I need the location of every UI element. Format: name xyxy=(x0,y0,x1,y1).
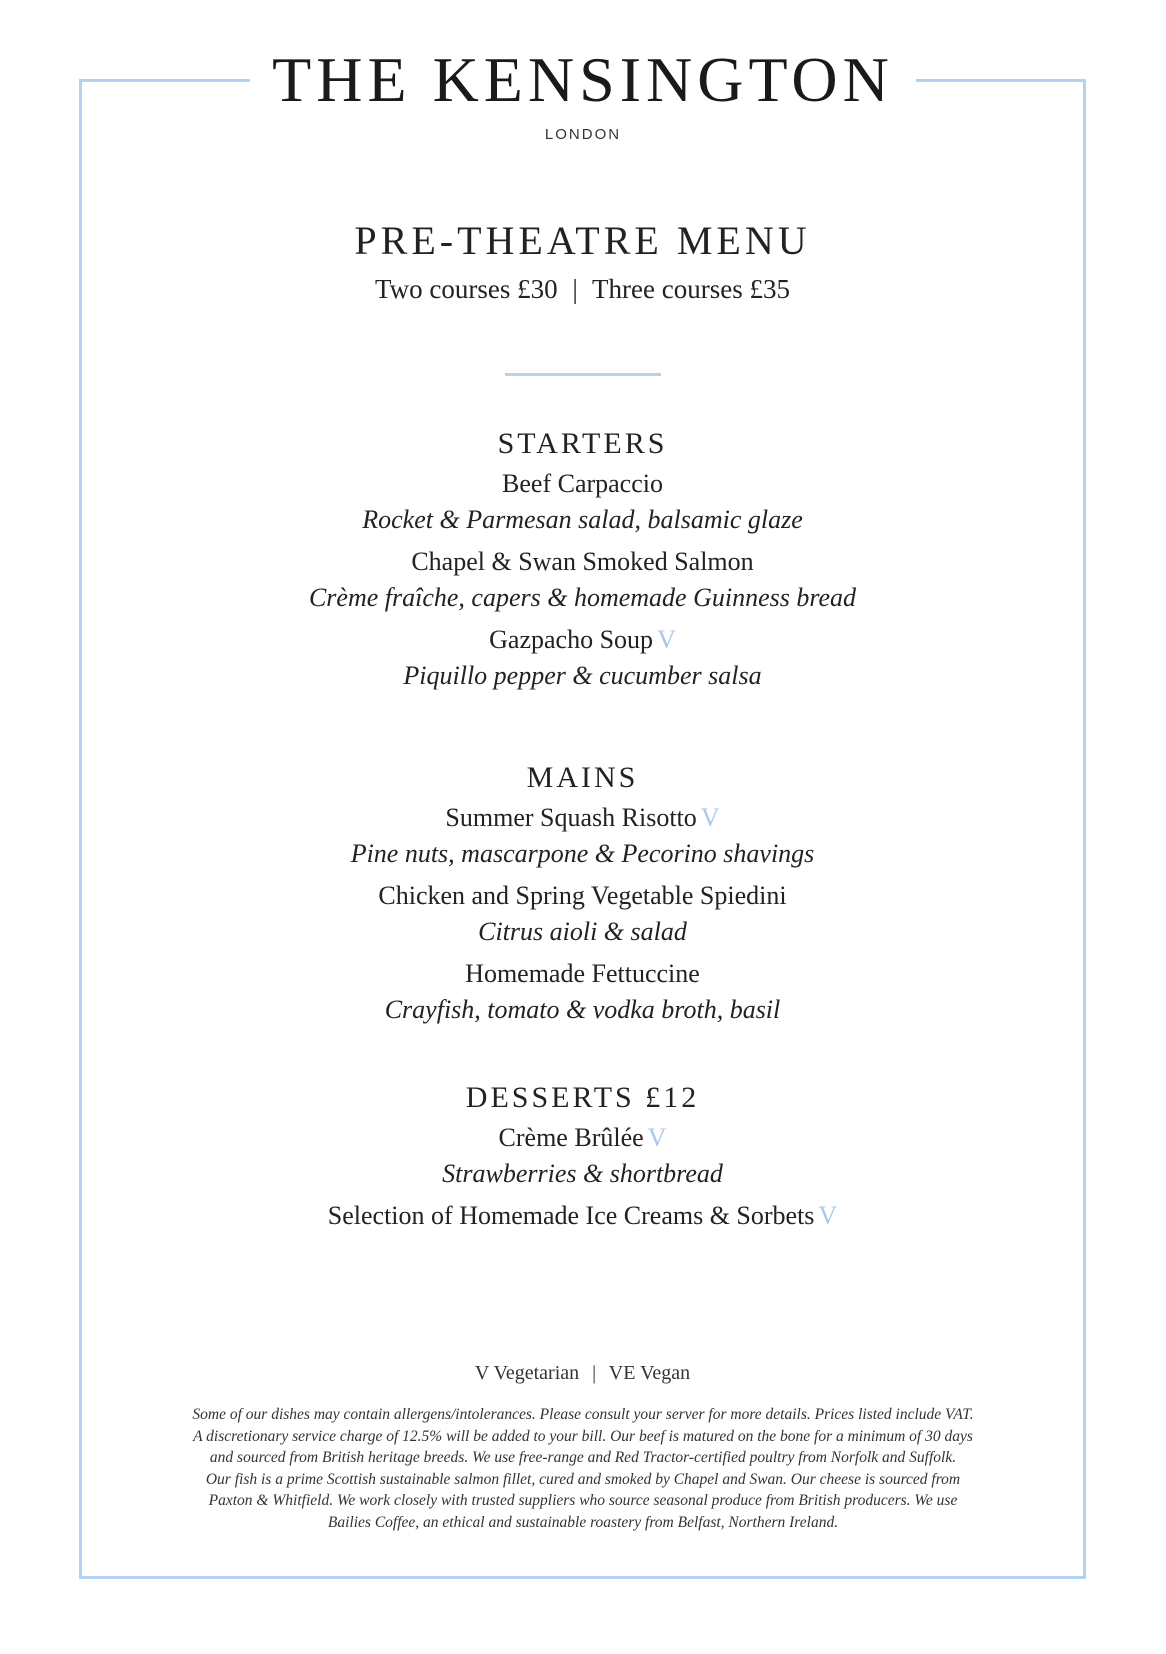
menu-item xyxy=(79,1120,1086,1192)
dish-description: Crème fraîche, capers & homemade Guinness bread xyxy=(308,583,857,612)
dish-name-row xyxy=(79,800,1086,836)
dish-description: Pine nuts, mascarpone & Pecorino shavings xyxy=(350,839,815,868)
title-divider xyxy=(505,373,661,376)
dietary-legend xyxy=(79,1362,1086,1385)
note-line: A discretionary service charge of 12.5% will be added to your bill. Our beef is matured on the bone for a minimum of 30 days xyxy=(193,1427,973,1445)
note-line: Some of our dishes may contain allergens/intolerances. Please consult your server for more details. Prices listed include VAT. xyxy=(192,1406,974,1423)
menu-item xyxy=(79,622,1086,694)
dish-name-row xyxy=(79,1120,1086,1156)
dish-name: Gazpacho Soup xyxy=(489,625,654,654)
dish-name: Homemade Fettuccine xyxy=(465,959,700,988)
menu-item xyxy=(79,466,1086,538)
legend-vegan: VE Vegan xyxy=(608,1362,691,1384)
vegetarian-mark: V xyxy=(700,803,720,832)
dish-name: Crème Brûlée xyxy=(498,1123,644,1152)
section-title-desserts: DESSERTS £12 xyxy=(465,1081,700,1114)
vegetarian-mark: V xyxy=(818,1201,838,1230)
legend-vegetarian: V Vegetarian xyxy=(474,1362,580,1384)
menu-item xyxy=(79,1198,1086,1234)
dish-description: Citrus aioli & salad xyxy=(478,917,687,946)
dish-description: Piquillo pepper & cucumber salsa xyxy=(403,661,762,690)
dish-name-row xyxy=(79,1198,1086,1234)
menu-title: PRE-THEATRE MENU xyxy=(354,218,811,263)
note-line: Paxton & Whitfield. We work closely with trusted suppliers who source seasonal produce from British producers. We use xyxy=(208,1492,958,1509)
section-title-starters: STARTERS xyxy=(497,427,668,460)
dish-description: Crayfish, tomato & vodka broth, basil xyxy=(384,995,781,1024)
menu-item xyxy=(79,544,1086,616)
dish-name: Beef Carpaccio xyxy=(502,469,663,498)
vegetarian-mark: V xyxy=(657,625,676,654)
menu-item xyxy=(79,956,1086,1028)
note-line: and sourced from British heritage breeds. We use free-range and Red Tractor-certified poultry from Norfolk and Suffolk. xyxy=(209,1449,957,1466)
menu-item xyxy=(79,800,1086,872)
mains-section xyxy=(79,758,1086,1034)
dish-name: Summer Squash Risotto xyxy=(445,803,697,832)
brand-header xyxy=(250,40,916,143)
menu-item xyxy=(79,878,1086,950)
dish-description: Strawberries & shortbread xyxy=(442,1159,723,1188)
price-separator: | xyxy=(572,274,578,304)
starters-section xyxy=(79,424,1086,700)
two-courses-price: Two courses £30 xyxy=(375,274,558,304)
brand-name: THE KENSINGTON xyxy=(272,44,894,115)
note-line: Bailies Coffee, an ethical and sustainable roastery from Belfast, Northern Ireland. xyxy=(327,1513,839,1531)
legend-separator: | xyxy=(592,1362,597,1384)
menu-prices xyxy=(79,274,1086,305)
section-title-mains: MAINS xyxy=(526,761,639,794)
note-line: Our fish is a prime Scottish sustainable salmon fillet, cured and smoked by Chapel and Swan. Our cheese is sourced from xyxy=(205,1470,961,1488)
dish-name: Chicken and Spring Vegetable Spiedini xyxy=(378,881,787,910)
three-courses-price: Three courses £35 xyxy=(592,274,790,304)
dish-name-row xyxy=(79,622,1086,658)
brand-location: LONDON xyxy=(544,126,622,143)
allergen-notes xyxy=(130,1404,1036,1533)
dish-name: Selection of Homemade Ice Creams & Sorbets xyxy=(327,1201,815,1230)
dish-description: Rocket & Parmesan salad, balsamic glaze xyxy=(362,505,803,534)
vegetarian-mark: V xyxy=(647,1123,667,1152)
dish-name: Chapel & Swan Smoked Salmon xyxy=(411,547,754,576)
desserts-section xyxy=(79,1078,1086,1240)
